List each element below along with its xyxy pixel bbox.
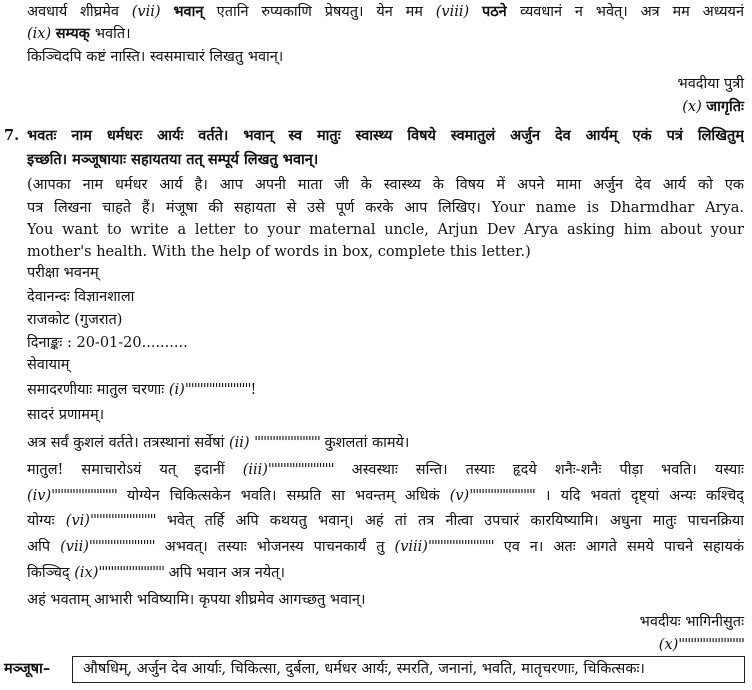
text-segment: इच्छति। मञ्जूषायाः सहायतया तत् सम्पूर्य लिखतु भवान्। (27, 151, 319, 168)
blank-dots: '''''''''''''''''''''' (267, 462, 334, 478)
blank-dots: '''''''''''''''''''''' (678, 637, 744, 653)
text-line (27, 241, 744, 263)
text-segment: (vi) (65, 513, 90, 529)
text-segment: भवान् (173, 3, 217, 20)
blank-dots: '''''''''''''''''''''' (469, 488, 535, 504)
text-segment: योग्यः (27, 513, 66, 529)
text-line (27, 634, 744, 656)
text-segment: (i) (168, 382, 185, 398)
text-segment: पत्र लिखना चाहते हैं। मंजूषा की सहायता से उसे पूर्ण करके आप लिखिए। Your name is Dharmdhar Arya. (27, 200, 744, 216)
text-segment: सेवायाम् (27, 357, 70, 373)
text-segment: (आपका नाम धर्मधर आर्य है। आप अपनी माता जी के स्वास्थ्य के विषय में अपने मामा अर्जुन देव आर्य को एक (27, 177, 744, 193)
text-segment: mother's health. With the help of words in box, complete this letter.) (27, 244, 531, 260)
text-line (27, 23, 744, 45)
blank-dots: '''''''''''''''''''''' (254, 435, 320, 451)
text-line (27, 432, 744, 454)
text-line (27, 589, 744, 611)
blank-dots: '''''''''''''''''''''' (88, 539, 155, 555)
text-segment: भवदीयः भागिनीसुतः (639, 614, 744, 630)
text-segment: मातुल! समाचारोऽयं यत् इदानीं (27, 462, 243, 478)
text-segment: (v) (449, 488, 470, 504)
blank-dots: ''''''''''''''''''''''! (184, 382, 256, 398)
text-line (27, 309, 744, 331)
text-segment: राजकोट (गुजरात) (27, 312, 123, 328)
blank-dots: '''''''''''''''''''''' (51, 488, 117, 504)
text-line (27, 611, 744, 633)
text-line (27, 174, 744, 196)
text-segment: भवदीया पुत्री (677, 76, 744, 92)
text-segment: व्यवधानं न भवेत्। अत्र मम अध्ययनं (519, 4, 744, 20)
text-segment: (ii) (228, 435, 255, 451)
question-number: 7. (4, 127, 20, 144)
text-line (27, 219, 744, 241)
text-segment: (iv) (27, 488, 52, 504)
text-segment: सादरं प्रणामम्। (27, 407, 105, 423)
text-segment: एतानि रुप्यकाणि प्रेषयतु। येन मम (216, 4, 436, 20)
text-segment: समादरणीयाः मातुल चरणाः (27, 382, 169, 398)
text-line (27, 125, 744, 147)
text-segment: एव न। अतः आगते समये पाचने सहायकं (493, 539, 744, 555)
word-box-words: औषधिम्, अर्जुन देव आर्याः, चिकित्सा, दुर्बला, धर्मधर आर्यः, स्मरति, जनानां, भवति, मातृचरणाः, चिकित्सकः। (83, 661, 645, 677)
text-segment: (x) (658, 637, 679, 653)
text-segment: (viii) (394, 539, 428, 555)
text-line (27, 404, 744, 426)
text-segment: भवेत् तर्हि अपि कथयतु भवान्। अहं तां तत्र नीत्वा उपचारं कारयिष्यामि। अधुना मातुः पाचनक्रिया (155, 513, 744, 529)
text-segment: सम्यक् (55, 25, 95, 42)
text-segment: देवानन्दः विज्ञानशाला (27, 289, 135, 305)
text-segment: परीक्षा भवनम् (27, 265, 99, 281)
text-line (27, 510, 744, 532)
text-line (27, 354, 744, 376)
text-line (27, 562, 744, 584)
text-segment: अहं भवताम् आभारी भविष्यामि। कृपया शीघ्रमेव आगच्छतु भवान्। (27, 592, 366, 608)
text-segment: (ix) (27, 26, 56, 42)
word-box (72, 656, 745, 683)
manjusha-label: मञ्जूषा– (4, 660, 51, 677)
text-line (27, 197, 744, 219)
text-line (27, 1, 744, 23)
text-segment: (x) (682, 99, 707, 115)
text-line (27, 459, 744, 481)
text-segment: (vii) (131, 4, 174, 20)
blank-dots: '''''''''''''''''''''' (98, 565, 165, 581)
text-segment: अपि भवान अत्र नयेत्। (164, 565, 285, 581)
text-segment: भवतः नाम धर्मधरः आर्यः वर्तते। भवान् स्व मातुः स्वास्थ्य विषये स्वमातुलं अर्जुन देव आर्यम् एकं पत्रं लिखितुम् (27, 127, 744, 144)
blank-dots: '''''''''''''''''''''' (89, 513, 156, 529)
text-segment: । यदि भवतां दृष्ट्यां अन्यः कश्चिद् (534, 488, 744, 504)
text-segment: (vii) (60, 539, 89, 555)
text-segment: (ix) (74, 565, 99, 581)
text-line (27, 286, 744, 308)
text-segment: अस्वस्थाः सन्ति। तस्याः हृदये शनैः-शनैः पीड़ा भवति। यस्याः (333, 462, 744, 478)
text-line (27, 262, 744, 284)
text-segment: योग्येन चिकित्सकेन भवति। सम्प्रति सा भवन्तम् अधिकं (116, 488, 450, 504)
text-segment: भवति। (94, 26, 131, 42)
text-line (27, 485, 744, 507)
text-segment: अत्र सर्वं कुशलं वर्तते। तत्रस्थानां सर्वेषां (27, 435, 229, 451)
text-segment: (viii) (435, 4, 482, 20)
text-line (27, 332, 744, 354)
text-segment: किञ्चिद् (27, 565, 75, 581)
text-segment: अभवत्। तस्याः भोजनस्य पाचनकार्यं तु (154, 539, 395, 555)
text-segment: कुशलतां कामये। (319, 435, 410, 451)
text-segment: You want to write a letter to your maternal uncle, Arjun Dev Arya asking him about your (27, 222, 744, 238)
text-line (27, 379, 744, 401)
blank-dots: '''''''''''''''''''''' (427, 539, 494, 555)
text-line (27, 96, 744, 118)
text-line (27, 149, 744, 171)
text-segment: किञ्चिदपि कष्टं नास्ति। स्वसमाचारं लिखतु भवान्। (27, 49, 284, 65)
text-segment: (iii) (242, 462, 268, 478)
text-line (27, 73, 744, 95)
text-segment: अवधार्य शीघ्रमेव (27, 4, 132, 20)
text-line (27, 536, 744, 558)
text-segment: दिनाङ्कः : 20-01-20.......... (27, 335, 188, 351)
text-segment: अपि (27, 539, 61, 555)
text-segment: पठने (481, 3, 520, 20)
text-segment: जागृतिः (706, 98, 744, 115)
text-line (27, 46, 744, 68)
